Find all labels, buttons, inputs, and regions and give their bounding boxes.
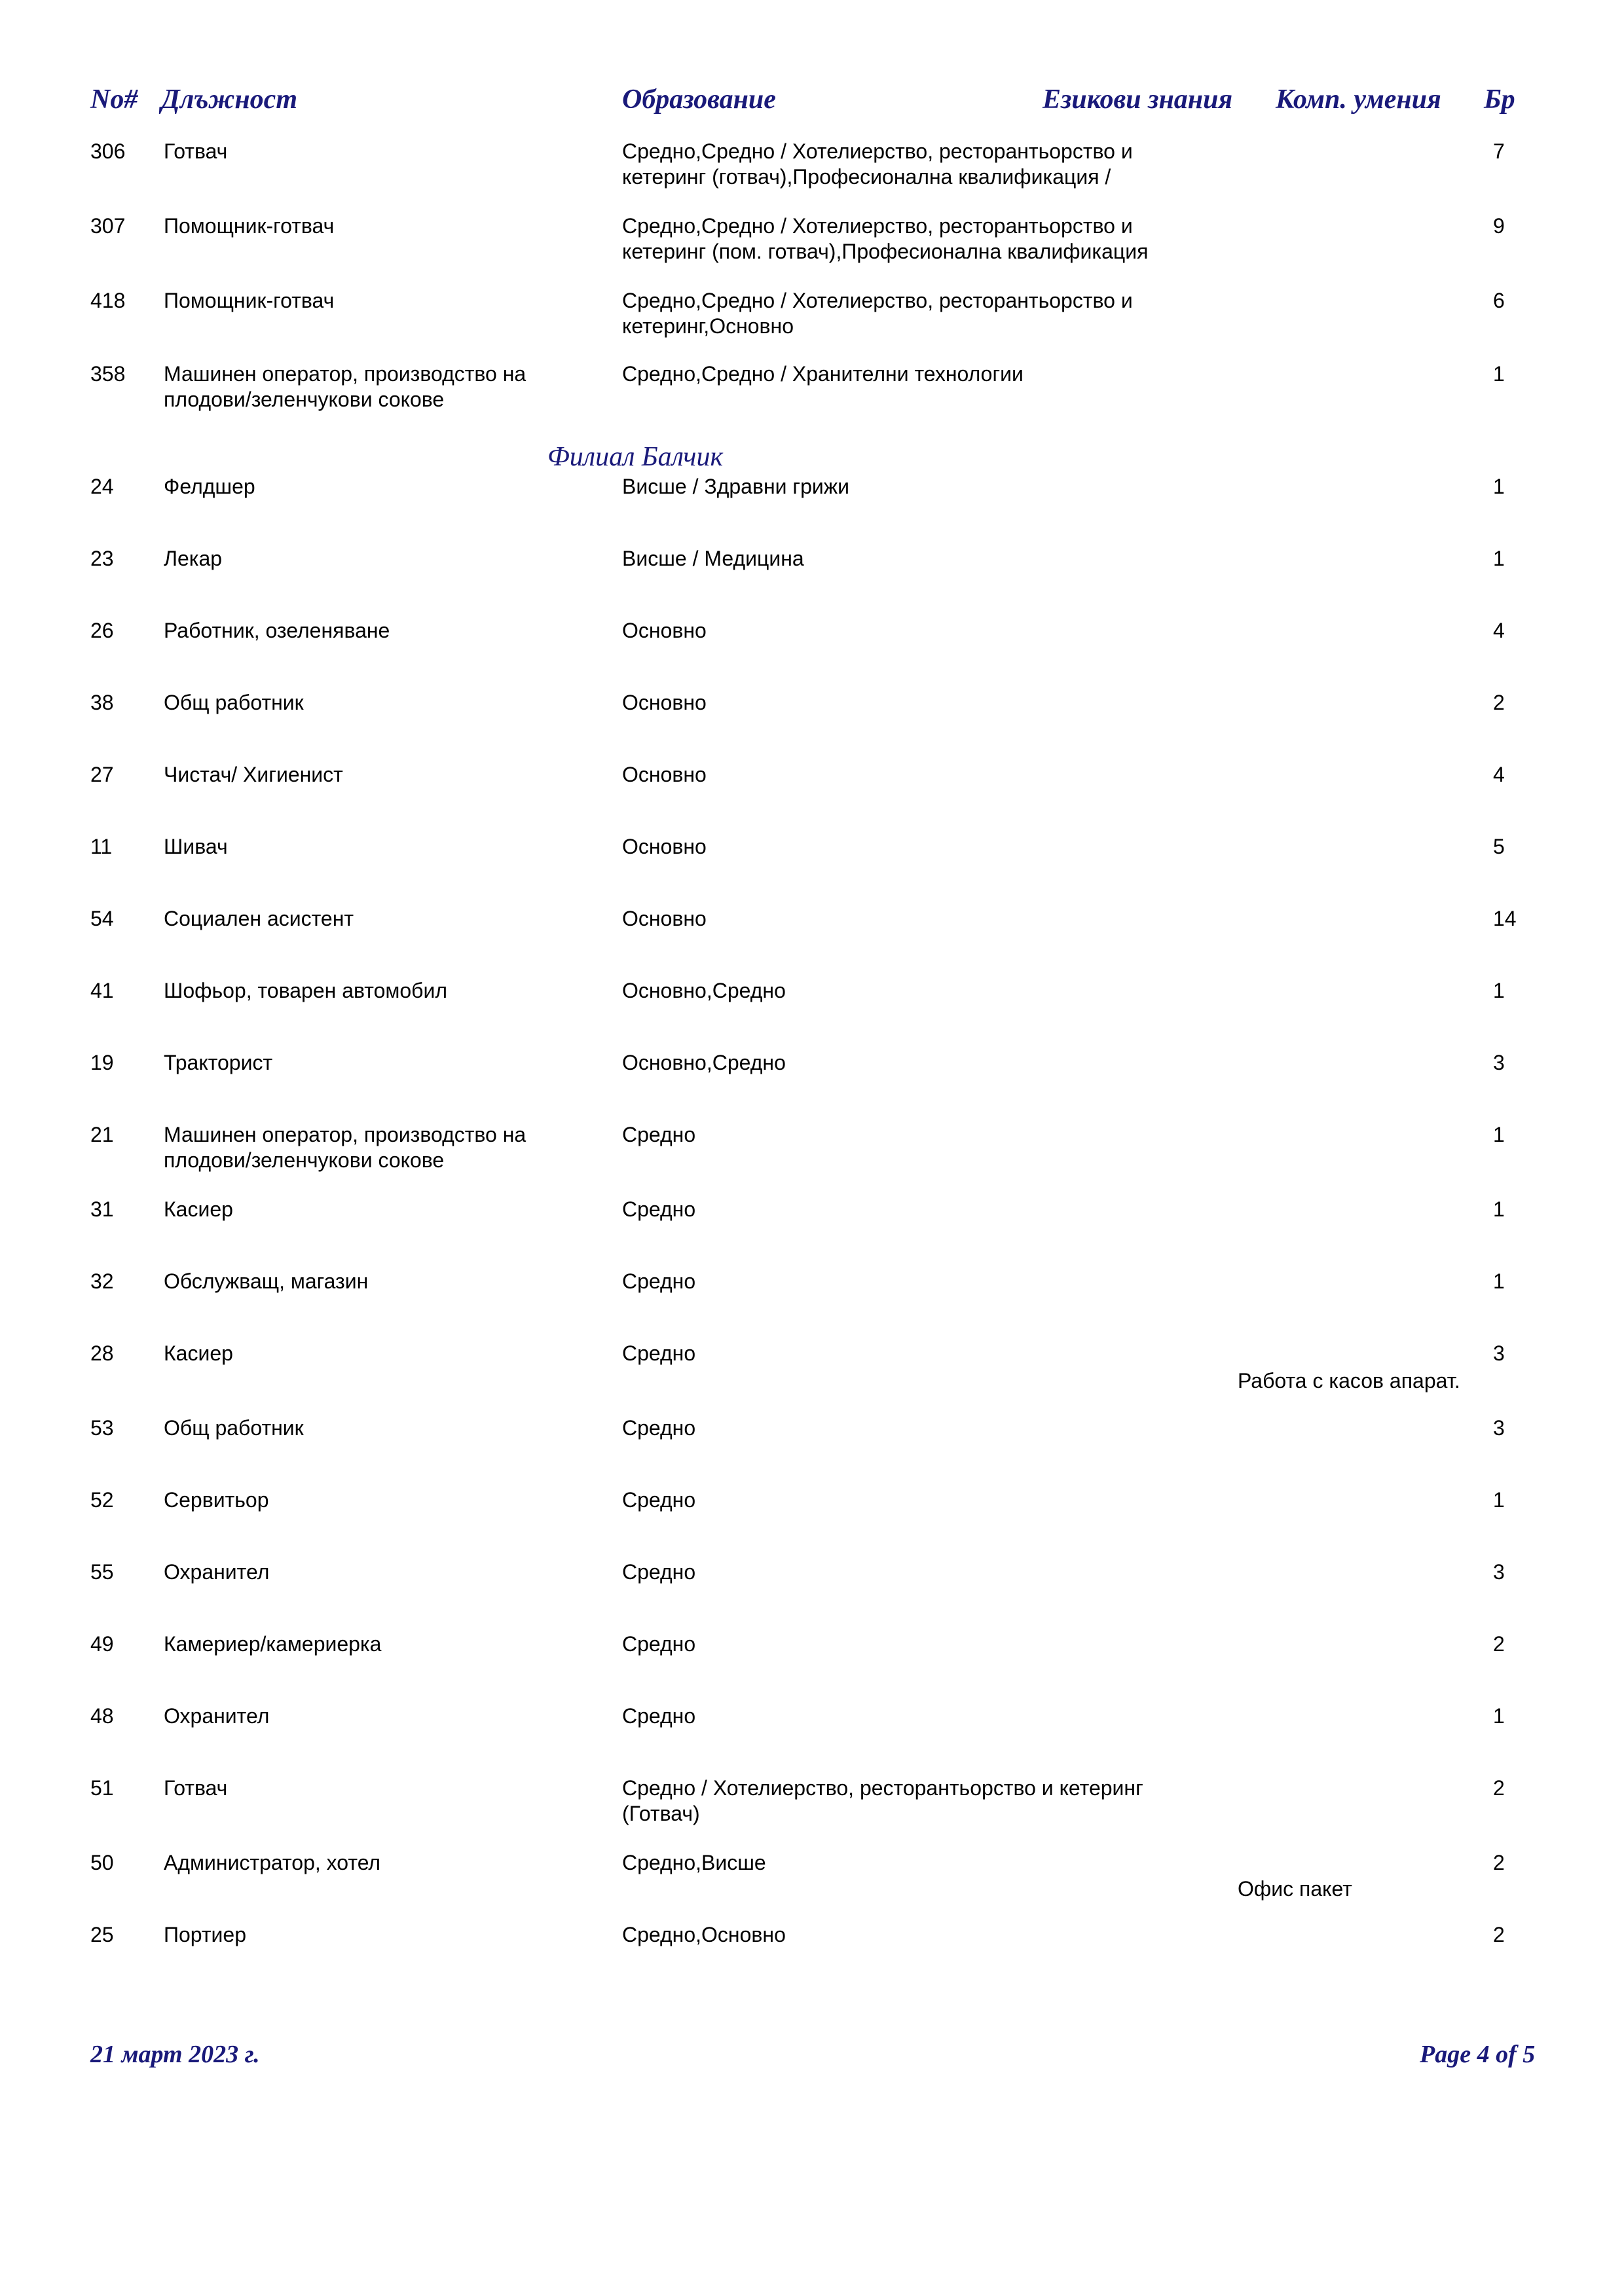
cell-education: Основно — [622, 763, 707, 786]
cell-position: Охранител — [164, 1704, 270, 1728]
cell-no: 11 — [90, 835, 113, 858]
header-computer: Комп. умения — [1276, 84, 1441, 115]
cell-position: Сервитьор — [164, 1488, 269, 1512]
cell-position: Машинен оператор, производство на плодови/зеленчукови сокове — [164, 362, 526, 411]
cell-position: Готвач — [164, 139, 228, 163]
cell-education: Висше / Медицина — [622, 547, 804, 570]
cell-education: Средно — [622, 1197, 696, 1221]
cell-position: Администратор, хотел — [164, 1851, 381, 1874]
cell-count: 1 — [1493, 1197, 1505, 1221]
cell-count: 2 — [1493, 1923, 1505, 1946]
cell-position: Шофьор, товарен автомобил — [164, 979, 448, 1002]
cell-no: 26 — [90, 619, 114, 642]
cell-position: Фелдшер — [164, 475, 255, 498]
cell-education: Висше / Здравни грижи — [622, 475, 850, 498]
cell-count: 2 — [1493, 1632, 1505, 1656]
cell-education: Средно,Висше — [622, 1851, 766, 1874]
cell-no: 21 — [90, 1123, 114, 1146]
cell-no: 418 — [90, 289, 126, 312]
cell-education: Основно,Средно — [622, 1051, 786, 1074]
cell-no: 54 — [90, 907, 114, 930]
header-count: Бр — [1484, 84, 1515, 115]
section-title: Филиал Балчик — [547, 442, 724, 472]
cell-education: Средно,Средно / Хранителни технологии — [622, 362, 1024, 386]
cell-position: Шивач — [164, 835, 228, 858]
cell-count: 3 — [1493, 1560, 1505, 1584]
cell-count: 1 — [1493, 979, 1505, 1002]
footer-date: 21 март 2023 г. — [90, 2041, 260, 2068]
cell-education: Средно — [622, 1632, 696, 1656]
cell-no: 52 — [90, 1488, 114, 1512]
cell-position: Чистач/ Хигиенист — [164, 763, 343, 786]
cell-count: 1 — [1493, 547, 1505, 570]
header-education: Образование — [622, 84, 776, 115]
cell-count: 3 — [1493, 1416, 1505, 1440]
cell-position: Портиер — [164, 1923, 247, 1946]
cell-education: Средно — [622, 1123, 696, 1146]
cell-position: Помощник-готвач — [164, 214, 335, 238]
cell-count: 1 — [1493, 362, 1505, 386]
cell-no: 28 — [90, 1341, 114, 1365]
cell-no: 50 — [90, 1851, 114, 1874]
cell-position: Лекар — [164, 547, 223, 570]
cell-no: 19 — [90, 1051, 114, 1074]
cell-position: Машинен оператор, производство на плодови/зеленчукови сокове — [164, 1123, 526, 1172]
cell-position: Общ работник — [164, 1416, 304, 1440]
cell-computer-skills: Офис пакет — [1238, 1877, 1352, 1901]
cell-count: 3 — [1493, 1051, 1505, 1074]
cell-count: 7 — [1493, 139, 1505, 163]
cell-no: 23 — [90, 547, 114, 570]
cell-count: 1 — [1493, 1123, 1505, 1146]
cell-position: Работник, озеленяване — [164, 619, 390, 642]
cell-education: Средно — [622, 1560, 696, 1584]
cell-no: 306 — [90, 139, 126, 163]
cell-position: Общ работник — [164, 691, 304, 714]
cell-education: Средно,Средно / Хотелиерство, ресторантьорство и кетеринг (пом. готвач),Професионална квалификация — [622, 214, 1149, 263]
cell-count: 3 — [1493, 1341, 1505, 1365]
cell-education: Средно — [622, 1341, 696, 1365]
cell-education: Средно / Хотелиерство, ресторантьорство и кетеринг (Готвач) — [622, 1776, 1143, 1825]
cell-education: Средно — [622, 1488, 696, 1512]
cell-education: Основно,Средно — [622, 979, 786, 1002]
cell-education: Основно — [622, 691, 707, 714]
cell-count: 4 — [1493, 619, 1505, 642]
cell-position: Социален асистент — [164, 907, 354, 930]
footer-page-number: Page 4 of 5 — [1420, 2041, 1536, 2068]
cell-count: 1 — [1493, 1704, 1505, 1728]
cell-education: Средно — [622, 1269, 696, 1293]
cell-education: Средно,Средно / Хотелиерство, ресторантьорство и кетеринг (готвач),Професионална квалификация / — [622, 139, 1133, 189]
cell-no: 24 — [90, 475, 114, 498]
header-position: Длъжност — [161, 84, 297, 115]
cell-no: 49 — [90, 1632, 114, 1656]
cell-position: Касиер — [164, 1341, 233, 1365]
cell-count: 2 — [1493, 691, 1505, 714]
cell-no: 358 — [90, 362, 126, 386]
cell-education: Основно — [622, 619, 707, 642]
cell-count: 9 — [1493, 214, 1505, 238]
cell-no: 48 — [90, 1704, 114, 1728]
cell-position: Обслужващ, магазин — [164, 1269, 369, 1293]
cell-position: Тракторист — [164, 1051, 273, 1074]
cell-position: Готвач — [164, 1776, 228, 1800]
cell-count: 6 — [1493, 289, 1505, 312]
cell-computer-skills: Работа с касов апарат. — [1238, 1369, 1460, 1393]
cell-no: 32 — [90, 1269, 114, 1293]
cell-education: Средно,Средно / Хотелиерство, ресторантьорство и кетеринг,Основно — [622, 289, 1133, 338]
cell-count: 5 — [1493, 835, 1505, 858]
cell-count: 2 — [1493, 1776, 1505, 1800]
header-no: No# — [90, 84, 138, 115]
cell-no: 53 — [90, 1416, 114, 1440]
cell-no: 51 — [90, 1776, 114, 1800]
cell-no: 41 — [90, 979, 114, 1002]
cell-position: Касиер — [164, 1197, 233, 1221]
cell-count: 1 — [1493, 1269, 1505, 1293]
cell-education: Средно — [622, 1704, 696, 1728]
header-languages: Езикови знания — [1043, 84, 1233, 115]
cell-no: 55 — [90, 1560, 114, 1584]
cell-no: 31 — [90, 1197, 114, 1221]
cell-education: Основно — [622, 907, 707, 930]
cell-position: Камериер/камериерка — [164, 1632, 382, 1656]
cell-education: Средно,Основно — [622, 1923, 786, 1946]
cell-position: Помощник-готвач — [164, 289, 335, 312]
cell-count: 14 — [1493, 907, 1517, 930]
cell-count: 1 — [1493, 475, 1505, 498]
cell-no: 38 — [90, 691, 114, 714]
cell-education: Основно — [622, 835, 707, 858]
cell-count: 2 — [1493, 1851, 1505, 1874]
cell-count: 4 — [1493, 763, 1505, 786]
cell-count: 1 — [1493, 1488, 1505, 1512]
cell-education: Средно — [622, 1416, 696, 1440]
table-header — [0, 84, 1624, 123]
cell-position: Охранител — [164, 1560, 270, 1584]
cell-no: 307 — [90, 214, 126, 238]
cell-no: 25 — [90, 1923, 114, 1946]
cell-no: 27 — [90, 763, 114, 786]
